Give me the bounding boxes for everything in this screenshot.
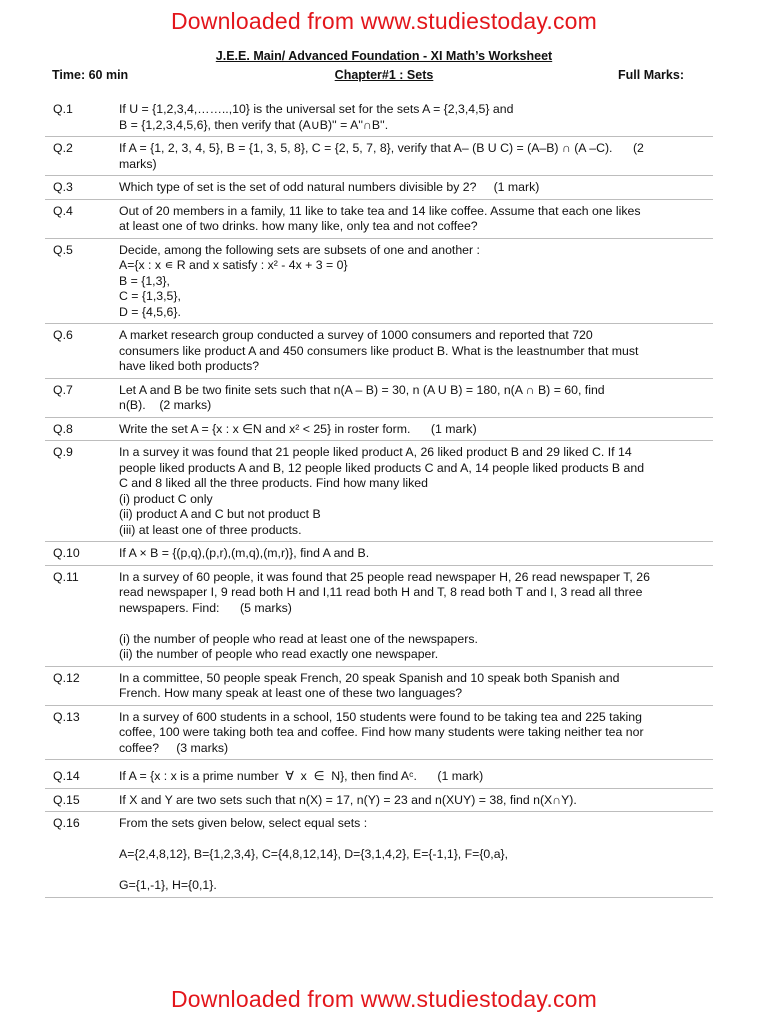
question-line: A market research group conducted a survey of 1000 consumers and reported that 720 — [119, 328, 593, 342]
question-line: If U = {1,2,3,4,……..,10} is the universal set for the sets A = {2,3,4,5} and — [119, 102, 514, 116]
question-text — [116, 542, 713, 566]
question-line: (ii) the number of people who read exactly one newspaper. — [119, 647, 439, 661]
question-text — [116, 760, 713, 789]
question-text — [116, 705, 713, 760]
question-line: In a survey of 600 students in a school, 150 students were found to be taking tea and 225 taking — [119, 709, 642, 724]
question-row — [45, 760, 713, 789]
question-text — [116, 417, 713, 441]
question-row — [45, 705, 713, 760]
question-line: In a committee, 50 people speak French, 20 speak Spanish and 10 speak both Spanish and — [119, 670, 620, 685]
question-number: Q.3 — [45, 176, 116, 200]
question-line: newspapers. Find: (5 marks) — [119, 600, 292, 615]
question-line: coffee? (3 marks) — [119, 740, 229, 755]
question-number: Q.9 — [45, 441, 116, 542]
question-line: French. How many speak at least one of these two languages? — [119, 686, 463, 700]
question-line: G={1,-1}, H={0,1}. — [119, 878, 217, 892]
question-row — [45, 812, 713, 898]
question-line: If A × B = {(p,q),(p,r),(m,q),(m,r)}, find A and B. — [119, 546, 370, 560]
question-line — [119, 616, 709, 632]
question-line: Out of 20 members in a family, 11 like to take tea and 14 like coffee. Assume that each one likes — [119, 203, 641, 218]
question-line: marks) — [119, 156, 157, 171]
question-row — [45, 542, 713, 566]
question-line: (i) the number of people who read at least one of the newspapers. — [119, 631, 478, 646]
worksheet-title: J.E.E. Main/ Advanced Foundation - XI Math’s Worksheet — [215, 49, 553, 63]
time-label: Time: 60 min — [52, 68, 129, 82]
download-banner-bottom[interactable]: Downloaded from www.studiestoday.com — [170, 986, 598, 1012]
question-line: If X and Y are two sets such that n(X) = 17, n(Y) = 23 and n(XUY) = 38, find n(X∩Y). — [119, 792, 577, 807]
question-line: B = {1,3}, — [119, 273, 170, 288]
question-text — [116, 324, 713, 379]
question-line: Which type of set is the set of odd natural numbers divisible by 2? (1 mark) — [119, 180, 540, 194]
question-line: consumers like product A and 450 consumers like product B. What is the leastnumber that must — [119, 343, 639, 358]
questions-table — [45, 98, 713, 898]
question-number: Q.1 — [45, 98, 116, 137]
question-row — [45, 378, 713, 417]
question-line: coffee, 100 were taking both tea and coffee. Find how many students were taking neither tea nor — [119, 725, 644, 739]
question-line: D = {4,5,6}. — [119, 304, 181, 319]
question-number: Q.5 — [45, 238, 116, 324]
question-text — [116, 666, 713, 705]
question-line: In a survey of 60 people, it was found that 25 people read newspaper H, 26 read newspaper T, 26 — [119, 569, 650, 584]
question-line: Decide, among the following sets are subsets of one and another : — [119, 242, 480, 257]
question-line: C and 8 liked all the three products. Find how many liked — [119, 476, 428, 490]
question-line: A={x : x ∊ R and x satisfy : x² - 4x + 3 = 0} — [119, 258, 348, 272]
question-line: (i) product C only — [119, 491, 213, 506]
question-line: A={2,4,8,12}, B={1,2,3,4}, C={4,8,12,14}, D={3,1,4,2}, E={-1,1}, F={0,a}, — [119, 847, 509, 861]
download-banner-top[interactable]: Downloaded from www.studiestoday.com — [170, 8, 598, 34]
question-line — [119, 832, 709, 848]
question-text — [116, 788, 713, 812]
question-number: Q.10 — [45, 542, 116, 566]
question-row — [45, 565, 713, 666]
question-line: at least one of two drinks. how many like, only tea and not coffee? — [119, 219, 478, 233]
chapter-label: Chapter#1 : Sets — [334, 68, 434, 82]
question-text — [116, 238, 713, 324]
question-line: B = {1,2,3,4,5,6}, then verify that (A∪B)'' = A''∩B''. — [119, 117, 389, 132]
question-row — [45, 666, 713, 705]
question-number: Q.8 — [45, 417, 116, 441]
question-row — [45, 788, 713, 812]
question-number: Q.14 — [45, 760, 116, 789]
question-text — [116, 378, 713, 417]
question-line: (ii) product A and C but not product B — [119, 507, 321, 521]
question-number: Q.11 — [45, 565, 116, 666]
question-line: In a survey it was found that 21 people liked product A, 26 liked product B and 29 liked C. If 14 — [119, 445, 632, 459]
question-number: Q.16 — [45, 812, 116, 898]
question-text — [116, 441, 713, 542]
question-line: n(B). (2 marks) — [119, 398, 212, 412]
question-row — [45, 324, 713, 379]
question-text — [116, 812, 713, 898]
question-text — [116, 98, 713, 137]
question-row — [45, 441, 713, 542]
question-line — [119, 863, 709, 879]
question-line: If A = {1, 2, 3, 4, 5}, B = {1, 3, 5, 8}, C = {2, 5, 7, 8}, verify that A– (B U C) = (A–B) ∩ (A –C). (2 — [119, 141, 644, 155]
question-row — [45, 137, 713, 176]
question-line: C = {1,3,5}, — [119, 289, 181, 303]
question-number: Q.7 — [45, 378, 116, 417]
question-line: Write the set A = {x : x ∈N and x² < 25} in roster form. (1 mark) — [119, 421, 477, 436]
question-text — [116, 199, 713, 238]
question-line: (iii) at least one of three products. — [119, 522, 302, 537]
question-row — [45, 417, 713, 441]
question-row — [45, 98, 713, 137]
question-number: Q.4 — [45, 199, 116, 238]
question-text — [116, 176, 713, 200]
question-line: read newspaper I, 9 read both H and I,11 read both H and T, 8 read both T and I, 3 read all three — [119, 585, 643, 599]
question-number: Q.6 — [45, 324, 116, 379]
question-number: Q.12 — [45, 666, 116, 705]
question-line: people liked products A and B, 12 people liked products C and A, 14 people liked products B and — [119, 460, 645, 475]
full-marks-label: Full Marks: — [618, 68, 684, 82]
question-number: Q.15 — [45, 788, 116, 812]
question-text — [116, 565, 713, 666]
question-line: have liked both products? — [119, 359, 260, 373]
question-row — [45, 199, 713, 238]
question-line: Let A and B be two finite sets such that n(A – B) = 30, n (A U B) = 180, n(A ∩ B) = 60, find — [119, 382, 605, 397]
question-text — [116, 137, 713, 176]
question-line: If A = {x : x is a prime number ∀ x ∈ N}, then find Aᶜ. (1 mark) — [119, 769, 484, 783]
question-line: From the sets given below, select equal sets : — [119, 816, 368, 830]
question-row — [45, 176, 713, 200]
question-number: Q.13 — [45, 705, 116, 760]
question-row — [45, 238, 713, 324]
question-number: Q.2 — [45, 137, 116, 176]
